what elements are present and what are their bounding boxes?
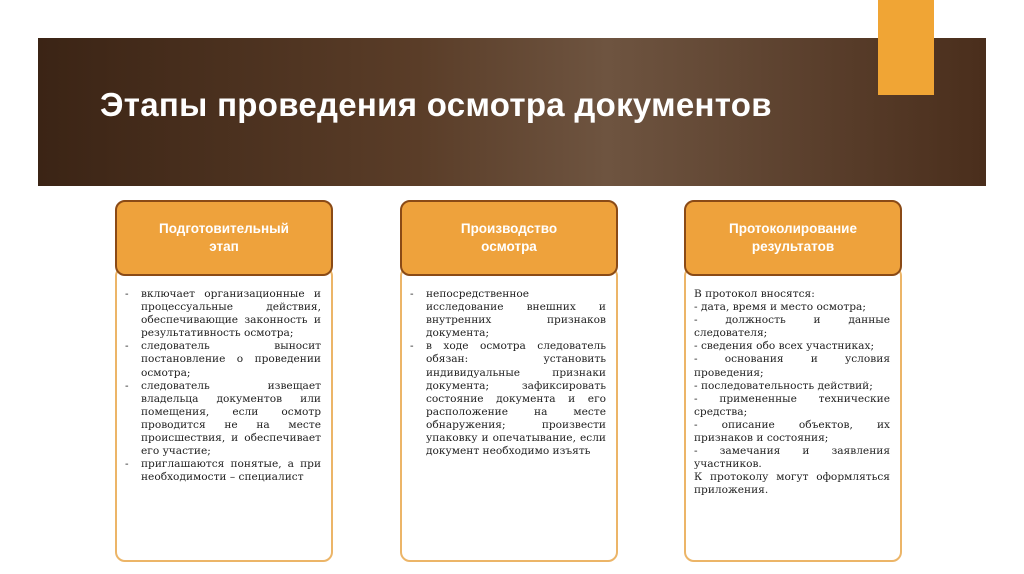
protocol-line: - замечания и заявления участников. — [694, 445, 890, 471]
stage-body — [400, 266, 618, 562]
protocol-line: - должность и данные следователя; — [694, 314, 890, 340]
list-item: - приглашаются понятые, а при необходимости – специалист — [125, 458, 321, 484]
protocol-line: К протоколу могут оформляться приложения. — [694, 471, 890, 497]
stage-header: Подготовительный этап — [115, 200, 333, 276]
stage-list — [410, 288, 606, 458]
list-item: - следователь извещает владельца документов или помещения, если осмотр проводится не на месте происшествия, и обеспечивает его участие; — [125, 380, 321, 459]
stage-list — [125, 288, 321, 484]
stage-column-preparatory — [115, 200, 333, 562]
protocol-line: - описание объектов, их признаков и состояния; — [694, 418, 890, 445]
stage-column-protocol — [684, 200, 902, 562]
protocol-line: - последовательность действий; — [694, 379, 873, 392]
stage-body — [684, 266, 902, 562]
protocol-line: - сведения обо всех участниках; — [694, 340, 875, 353]
list-item: - непосредственное исследование внешних и внутренних признаков документа; — [410, 288, 606, 340]
protocol-line: В протокол вносятся: — [694, 288, 815, 300]
list-item: - следователь выносит постановление о проведении осмотра; — [125, 340, 321, 379]
slide-title: Этапы проведения осмотра документов — [100, 86, 772, 123]
protocol-line: - примененные технические средства; — [694, 392, 890, 418]
stage-column-inspection — [400, 200, 618, 562]
stage-header: Протоколирование результатов — [684, 200, 902, 276]
stage-header: Производство осмотра — [400, 200, 618, 276]
list-item: - в ходе осмотра следователь обязан: установить индивидуальные признаки документа; зафиксировать состояние документа и его расположение на месте обнаружения; произвести упаковку и опечатывание, если документ необходимо изъять — [410, 340, 606, 458]
accent-block — [878, 0, 934, 95]
list-item: - включает организационные и процессуальные действия, обеспечивающие законность и результативность осмотра; — [125, 288, 321, 340]
protocol-line: - дата, время и место осмотра; — [694, 301, 866, 314]
stage-body — [115, 266, 333, 562]
protocol-line: - основания и условия проведения; — [694, 353, 890, 379]
